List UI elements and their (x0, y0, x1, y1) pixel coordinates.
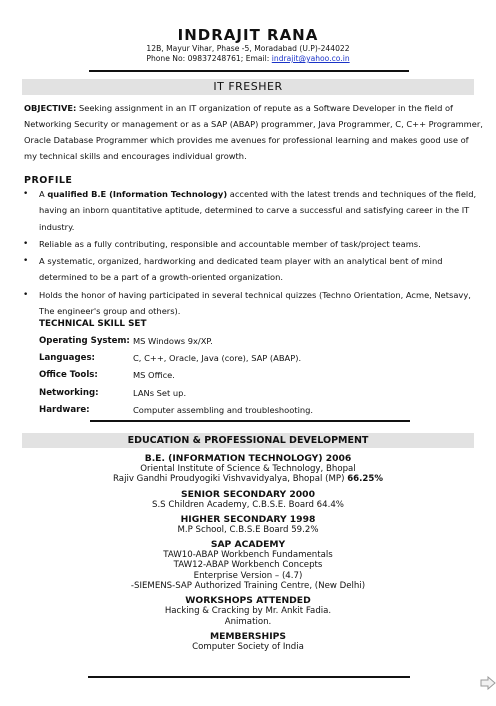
workshops-block (0, 595, 496, 627)
bullet-text: accented with the latest trends and techniques of the field, having an inborn quantitative aptitude, determined to carve a successful and satisfying career in the IT industry. (39, 189, 477, 232)
sap-line: -SIEMENS-SAP Authorized Training Centre, (New Delhi) (130, 581, 366, 592)
sap-block (0, 539, 496, 591)
be-institute: Oriental Institute of Science & Technology, Bhopal (140, 464, 356, 474)
header-divider (89, 70, 409, 72)
skill-value: Computer assembling and troubleshooting. (133, 404, 314, 415)
email-link[interactable]: indrajit@yahoo.co.in (271, 54, 350, 63)
mem-title: MEMBERSHIPS (210, 630, 286, 642)
skill-label: Networking: (39, 387, 99, 398)
skill-row (39, 333, 479, 350)
bullet-text: A systematic, organized, hardworking and dedicated team player with an analytical bent of mind determined to be a part of a growth-oriented organization. (39, 256, 443, 283)
bullet-icon: • (23, 238, 29, 249)
contact-line (0, 54, 496, 63)
skill-row (39, 367, 479, 384)
bullet-icon: • (23, 256, 29, 267)
skill-value: C, C++, Oracle, Java (core), SAP (ABAP). (133, 353, 302, 364)
arrow-right-icon[interactable] (480, 676, 496, 690)
bullet-bold-text: qualified B.E (Information Technology) (47, 189, 228, 199)
ws-line: Animation. (224, 616, 272, 627)
address-line: 12B, Mayur Vihar, Phase -5, Moradabad (U.P)-244022 (146, 44, 350, 53)
mem-line: Computer Society of India (192, 641, 304, 652)
higher-secondary-block (0, 514, 496, 535)
ws-line: Hacking & Cracking by Mr. Ankit Fadia. (164, 606, 332, 617)
senior-secondary-block (0, 489, 496, 510)
skill-row (39, 402, 479, 419)
phone-text: Phone No: 09837248761; Email: (146, 54, 272, 63)
sap-line: TAW10-ABAP Workbench Fundamentals (163, 550, 333, 561)
be-title: B.E. (INFORMATION TECHNOLOGY) 2006 (144, 453, 352, 464)
sap-line: TAW12-ABAP Workbench Concepts (173, 560, 323, 571)
list-item (22, 236, 482, 252)
skill-label: Office Tools: (39, 370, 98, 381)
title-band: IT FRESHER (22, 79, 474, 95)
profile-heading: PROFILE (24, 175, 73, 186)
skill-value: LANs Set up. (133, 387, 187, 398)
be-score: 66.25% (347, 474, 383, 485)
bullet-text: A (39, 189, 48, 199)
bullet-text: Reliable as a fully contributing, responsible and accountable member of task/project teams. (39, 238, 421, 249)
profile-list (22, 186, 482, 319)
list-item (22, 253, 482, 286)
ss-title: SENIOR SECONDARY 2000 (181, 488, 315, 500)
skill-label: Operating System: (39, 336, 130, 346)
skill-row (39, 350, 479, 367)
sap-title: SAP ACADEMY (210, 539, 286, 551)
sap-line: Enterprise Version – (4.7) (193, 570, 303, 581)
be-university (0, 474, 496, 484)
bullet-text: Holds the honor of having participated in several technical quizzes (Techno Orientation, Acme, Netsavy, The engineer's group and others). (39, 289, 471, 317)
candidate-name: INDRAJIT RANA (177, 26, 319, 44)
ws-title: WORKSHOPS ATTENDED (185, 595, 311, 607)
skill-value: MS Office. (133, 370, 175, 381)
list-item (22, 287, 482, 320)
skills-table (39, 333, 479, 419)
ss-line: S.S Children Academy, C.B.S.E. Board 64.4% (152, 499, 344, 510)
bullet-icon: • (23, 189, 29, 199)
list-item (22, 186, 482, 235)
be-block (0, 453, 496, 485)
skill-label: Hardware: (39, 404, 90, 415)
skill-row (39, 385, 479, 402)
objective-text: Seeking assignment in an IT organization of repute as a Software Developer in the field of Networking Security or management or as a SAP (ABAP) programmer, Java Programmer, C, C++ Programmer, Oracle Database Programmer which provides me avenues for professional learning and makes good use of my technical skills and encourages individual growth. (24, 103, 483, 161)
objective-label: OBJECTIVE: (24, 103, 77, 113)
education-section (0, 453, 496, 656)
bullet-icon: • (23, 289, 29, 300)
education-band: EDUCATION & PROFESSIONAL DEVELOPMENT (22, 433, 474, 448)
footer-divider (88, 676, 410, 678)
be-university-text: Rajiv Gandhi Proudyogiki Vishvavidyalya, Bhopal (MP) (113, 474, 348, 485)
skill-label: Languages: (39, 353, 95, 364)
objective-paragraph (24, 100, 484, 164)
skill-value: MS Windows 9x/XP. (133, 336, 213, 346)
hs-title: HIGHER SECONDARY 1998 (180, 513, 316, 525)
skills-divider (90, 420, 410, 422)
memberships-block (0, 631, 496, 652)
skills-heading: TECHNICAL SKILL SET (39, 319, 147, 329)
hs-line: M.P School, C.B.S.E Board 59.2% (177, 524, 319, 535)
